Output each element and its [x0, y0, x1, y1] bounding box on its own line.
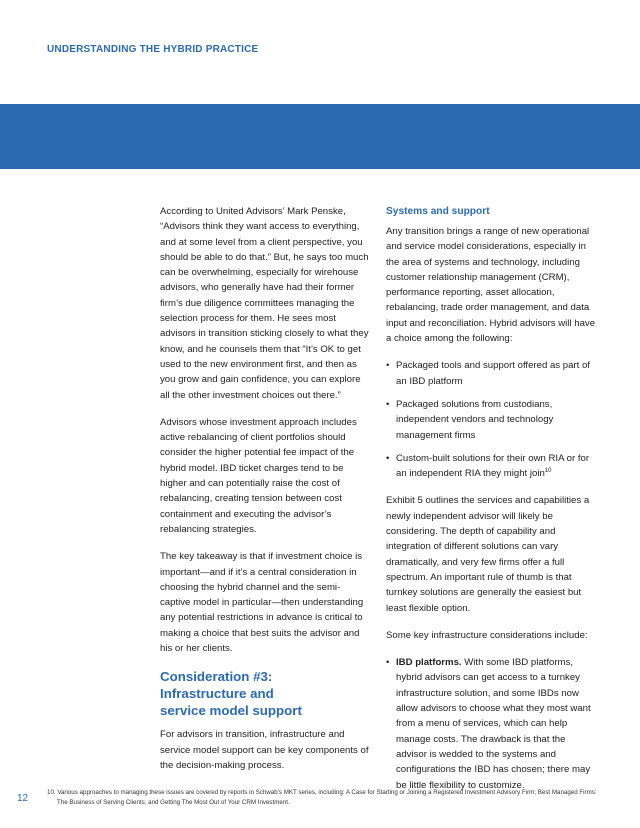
- body-paragraph: Exhibit 5 outlines the services and capabilities a newly independent advisor will likely be considering. The depth of capability and integration of different solutions can vary dramatically, and very few firms offer a full spectrum. An important rule of thumb is that turnkey solutions are generally the easiest but least flexible option.: [386, 495, 590, 614]
- list-item: [386, 655, 598, 793]
- subheading: Systems and support: [386, 206, 490, 217]
- body-paragraph: For advisors in transition, infrastructure and service model support can be key components of the decision-making process.: [160, 729, 369, 771]
- body-paragraph: The key takeaway is that if investment choice is important—and if it’s a central consideration in choosing the hybrid channel and the semi-captive model in particular—then understanding any potential restrictions in advance is critical to making a choice that best suits the advisor and his or her clients.: [160, 551, 364, 655]
- list-item-lead: IBD platforms.: [396, 657, 462, 669]
- bullet-icon: •: [386, 452, 390, 464]
- list-item-text: With some IBD platforms, hybrid advisors can get access to a turnkey infrastructure solution, and some IBDs now allow advisors to choose what they most want from a menu of services, which can help manage costs. The drawback is that the advisor is wedded to the systems and configurations the IBD has chosen; there may be little flexibility to customize.: [396, 657, 591, 791]
- body-paragraph: According to United Advisors’ Mark Penske, “Advisors think they want access to everything, and at some level from a client perspective, you should be able to do that.” But, he says too much can be overwhelming, especially for wirehouse advisors, who generally have had their former firm’s due diligence committees managing the selection process for them. He sees most advisors in transition sticking closely to what they know, and he counsels them that “It’s OK to get used to the new environment first, and then as you grow and gain confidence, you can explore all the other investment choices out there.”: [160, 206, 369, 401]
- bullet-list: [386, 655, 598, 793]
- right-column: [386, 204, 598, 805]
- list-item-text: Packaged tools and support offered as part of an IBD platform: [396, 360, 590, 387]
- heading-line: Infrastructure and: [160, 686, 274, 702]
- bullet-list: [386, 358, 598, 481]
- bullet-icon: •: [386, 657, 390, 669]
- header-banner: [0, 104, 640, 169]
- list-item: [386, 451, 598, 482]
- section-heading: [160, 668, 370, 719]
- footnote-ref: 10: [544, 467, 552, 474]
- list-item-text: Custom-built solutions for their own RIA or for an independent RIA they might join: [396, 452, 590, 480]
- section-header-title: UNDERSTANDING THE HYBRID PRACTICE: [47, 44, 259, 55]
- page-number: 12: [17, 793, 29, 804]
- list-item: [386, 358, 598, 389]
- footnote-line: 10. Various approaches to managing these issues are covered by reports in Schwab’s MKT series, including: A Case for Starting or Joining a Registered Investment Advisory Firm; Best Managed Firms:: [47, 789, 597, 796]
- footnote: [47, 788, 607, 807]
- left-column: [160, 204, 370, 785]
- heading-line: service model support: [160, 703, 302, 719]
- heading-line: Consideration #3:: [160, 669, 273, 685]
- body-paragraph: Advisors whose investment approach includes active rebalancing of client portfolios should consider the higher potential fee impact of the hybrid model. IBD ticket charges tend to be higher and can potentially raise the cost of rebalancing, creating tension between cost containment and executing the advisor’s rebalancing strategies.: [160, 416, 357, 535]
- bullet-icon: •: [386, 398, 390, 410]
- body-paragraph: Some key infrastructure considerations include:: [386, 629, 588, 641]
- list-item: [386, 397, 598, 443]
- body-paragraph: Any transition brings a range of new operational and service model considerations, especially in the area of systems and technology, including customer relationship management (CRM), performance reporting, asset allocation, rebalancing, trade order management, and data input and reconciliation. Hybrid advisors will have a choice among the following:: [386, 226, 596, 345]
- footnote-line: The Business of Serving Clients; and Getting The Most Out of Your CRM Investment.: [57, 798, 290, 806]
- list-item-text: Packaged solutions from custodians, independent vendors and technology management firms: [396, 398, 554, 441]
- bullet-icon: •: [386, 360, 390, 372]
